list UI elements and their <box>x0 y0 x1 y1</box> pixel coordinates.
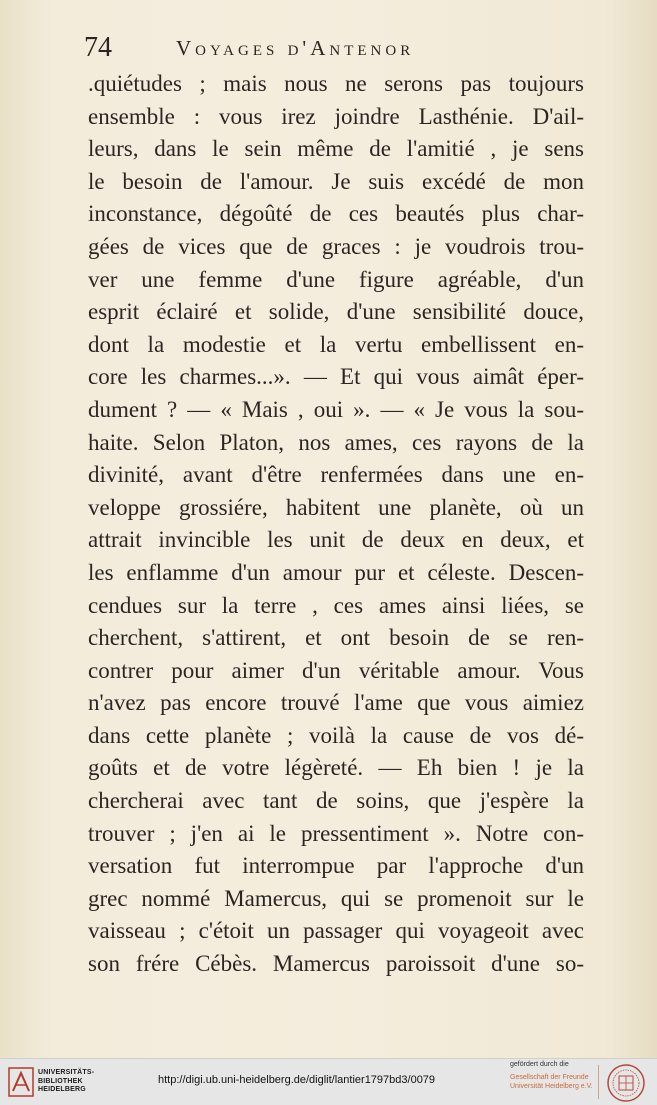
sponsor-name: Gesellschaft der Freunde Universität Heidelberg e.V. <box>510 1074 593 1090</box>
text-line: versation fut interrompue par l'approche d'un <box>88 853 584 879</box>
text-line: grec nommé Mamercus, qui se promenoit sur le <box>88 885 584 911</box>
text-line: goûts et de votre légèreté. — Eh bien ! je la <box>88 755 584 781</box>
text-line: ensemble : vous irez joindre Lasthénie. D'ail- <box>88 103 584 129</box>
text-line: divinité, avant d'être renfermées dans une en- <box>88 462 584 488</box>
text-line: cherchent, s'attirent, et ont besoin de se ren- <box>88 625 584 651</box>
text-line: cendues sur la terre , ces ames ainsi liées, se <box>88 592 584 618</box>
text-line: core les charmes...». — Et qui vous aimât éper- <box>88 364 584 390</box>
text-line: esprit éclairé et solide, d'une sensibilité douce, <box>88 299 584 325</box>
text-line: attrait invincible les unit de deux en deux, et <box>88 527 584 553</box>
source-url-link[interactable]: http://digi.ub.uni-heidelberg.de/diglit/lantier1797bd3/0079 <box>158 1074 436 1086</box>
sponsor-label: gefördert durch die <box>510 1061 569 1068</box>
text-line: dont la modestie et la vertu embellissent en- <box>88 331 584 357</box>
footer-divider <box>598 1065 599 1099</box>
library-logo-icon <box>8 1067 34 1097</box>
text-line: dument ? — « Mais , oui ». — « Je vous la sou- <box>88 396 584 422</box>
university-seal-icon <box>606 1063 646 1103</box>
text-line: .quiétudes ; mais nous ne serons pas toujours <box>88 71 584 96</box>
text-line: le besoin de l'amour. Je suis excédé de mon <box>88 168 584 194</box>
text-line: trouver ; j'en ai le pressentiment ». Notre con- <box>88 820 584 846</box>
text-line: haite. Selon Platon, nos ames, ces rayons de la <box>88 429 584 455</box>
running-head <box>84 30 524 66</box>
running-title: Voyages d'Antenor <box>176 36 415 60</box>
text-line: son frére Cébès. Mamercus paroissoit d'une so- <box>88 951 584 977</box>
text-line: dans cette planète ; voilà la cause de vos dé- <box>88 722 584 748</box>
text-line: n'avez pas encore trouvé l'ame que vous aimiez <box>88 690 584 716</box>
library-name: UNIVERSITÄTS- BIBLIOTHEK HEIDELBERG <box>38 1069 95 1093</box>
text-line: contrer pour aimer d'un véritable amour. Vous <box>88 657 584 683</box>
text-line: veloppe grossiére, habitent une planète, où un <box>88 494 584 520</box>
text-line: inconstance, dégoûté de ces beautés plus char- <box>88 201 584 227</box>
text-line: gées de vices que de graces : je voudrois trou- <box>88 233 584 259</box>
text-line: leurs, dans le sein même de l'amitié , je sens <box>88 136 584 162</box>
footer-bar <box>0 1058 657 1105</box>
text-line: vaisseau ; c'étoit un passager qui voyageoit avec <box>88 918 584 944</box>
text-line: chercherai avec tant de soins, que j'espère la <box>88 788 584 814</box>
body-text <box>88 68 584 981</box>
page-number: 74 <box>84 32 112 63</box>
text-line: les enflamme d'un amour pur et céleste. Descen- <box>88 559 584 585</box>
text-line: ver une femme d'une figure agréable, d'un <box>88 266 584 292</box>
